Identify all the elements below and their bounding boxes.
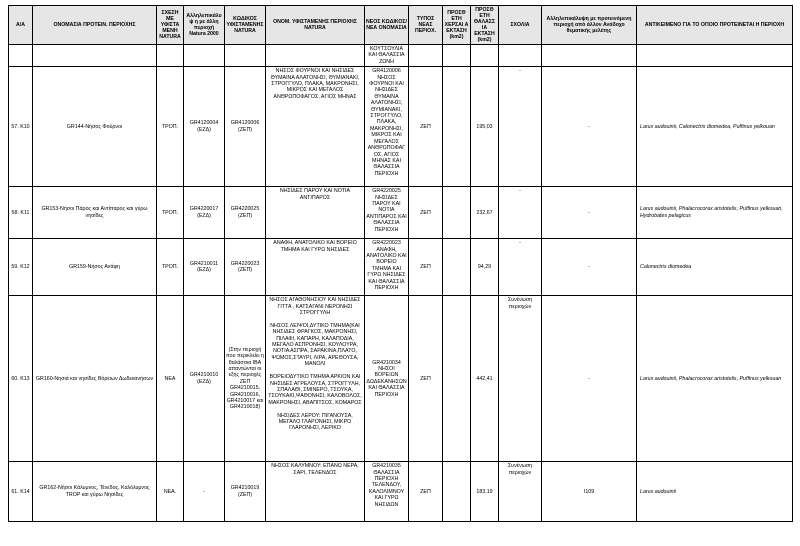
new-code-cell: GR4210034 ΝΗΣΟΙ ΒΟΡΕΙΩΝ ΔΩΔΕΚΑΝΗΣΩΝ ΚΑΙ ΘΑΛΑΣΣΙΑ ΠΕΡΙΟΧΗ — [365, 296, 409, 462]
type-cell: ΖΕΠ — [409, 239, 443, 296]
natura-name-cell: ΝΗΣΙΔΕΣ ΠΑΡΟΥ ΚΑΙ ΝΟΤΙΑ ΑΝΤΙΠΑΡΟΣ — [266, 187, 365, 239]
objective-cell: Larus audouinii — [637, 462, 793, 522]
other-overlap-cell: - — [542, 239, 637, 296]
header-cell: ΝΕΟΣ ΚΩΔΙΚΟΣ/ ΝΕΑ ΟΝΟΜΑΣΙΑ — [365, 6, 409, 45]
natura-code-cell: (Στην περιοχή που περικλείει η θαλάσσια IBA απαντώνται οι εξής περιοχές ΖΕΠ GR4210015, GR4210016, GR4210017 και GR4210018) — [225, 296, 266, 462]
table-row — [9, 296, 793, 462]
other-overlap-cell: - — [542, 67, 637, 187]
comments-cell: - — [499, 187, 542, 239]
site-name-cell: GR159-Νήσος Ανάφη — [33, 239, 157, 296]
overlap-cell: GR4210010 (ΕΖΔ) — [184, 296, 225, 462]
header-cell: Αλληλεπικάλυψη με προτεινόμενη περιοχή από άλλον Ανάδοχο θεματικής μελέτης — [542, 6, 637, 45]
sea-area-cell: 94,29 — [471, 239, 499, 296]
other-overlap-cell: - — [542, 296, 637, 462]
sea-area-cell: 232,67 — [471, 187, 499, 239]
natura-code-cell: GR4220025 (ΖΕΠ) — [225, 187, 266, 239]
row-number-cell: 58. K11 — [9, 187, 33, 239]
relation-cell: ΝΕΑ — [157, 296, 184, 462]
comments-cell: - — [499, 239, 542, 296]
new-code-cell: GR4220023 ΑΝΑΦΗ, ΑΝΑΤΟΛΙΚΟ ΚΑΙ ΒΟΡΕΙΟ ΤΜΗΜΑ ΚΑΙ ΓΥΡΩ ΝΗΣΙΔΕΣ ΚΑΙ ΘΑΛΑΣΣΙΑ ΠΕΡΙΟΧΗ — [365, 239, 409, 296]
sea-area-cell: 183,19 — [471, 462, 499, 522]
header-cell: ΠΡΟΣΘ ΕΤΗ ΘΑΛΑΣΣ ΙΑ ΕΚΤΑΣΗ (km2) — [471, 6, 499, 45]
cell — [409, 45, 443, 67]
cell — [266, 45, 365, 67]
type-cell: ΖΕΠ — [409, 462, 443, 522]
sea-area-cell: 195,03 — [471, 67, 499, 187]
relation-cell: ΝΕΑ. — [157, 462, 184, 522]
relation-cell: ΤΡΟΠ. — [157, 239, 184, 296]
natura-name-cell: ΝΗΣΟΣ ΦΟΥΡΝΟΙ ΚΑΙ ΝΗΣΙΔΕΣ ΘΥΜΑΙΝΑ ΑΛΑΤΟΝΗΣΙ, ΘΥΜΙΑΝΑΚΙ, ΣΤΡΟΓΓΥΛΟ, ΠΛΑΚΑ, ΜΑΚΡΟΝΗΣΙ, ΜΙΚΡΟΣ ΚΑΙ ΜΕΓΑΛΟΣ ΑΝΘΡΩΠΟΦΑΓΟΣ, ΑΓΙΟΣ ΜΗΝΑΣ — [266, 67, 365, 187]
objective-cell: Larus audouinii, Calonectris diomedea, Puffinus yelkouan — [637, 67, 793, 187]
table-row — [9, 462, 793, 522]
row-number-cell: 57. K10 — [9, 67, 33, 187]
objective-cell: Calonectris diomedea — [637, 239, 793, 296]
site-name-cell: GR153-Νήσοι Πάρος και Αντίπαρος και γύρω νησίδες — [33, 187, 157, 239]
header-cell: ΟΝΟΜΑΣΙΑ ΠΡΟΤΕΙΝ. ΠΕΡΙΟΧΗΣ — [33, 6, 157, 45]
header-cell: ΟΝΟΜ. ΥΦΙΣΤΑΜΕΝΗΣ ΠΕΡΙΟΧΗΣ NATURA — [266, 6, 365, 45]
table-row — [9, 67, 793, 187]
new-code-cell: GR4120006 ΝΗΣΟΣ ΦΟΥΡΝΟΙ ΚΑΙ ΝΗΣΙΔΕΣ ΘΥΜΑΙΝΑ ΑΛΑΤΟΝΗΣΙ, ΘΥΜΙΑΝΑΚΙ, ΣΤΡΟΓΓΥΛΟ, ΠΛΑΚΑ, ΜΑΚΡΟΝΗΣΙ, ΜΙΚΡΟΣ ΚΑΙ ΜΕΓΑΛΟΣ ΑΝΘΡΩΠΟΦΑΓ ΟΣ, ΑΓΙΟΣ ΜΗΝΑΣ ΚΑΙ ΘΑΛΑΣΣΙΑ ΠΕΡΙΟΧΗ — [365, 67, 409, 187]
cell — [499, 45, 542, 67]
other-overlap-cell: I109 — [542, 462, 637, 522]
natura-code-cell: GR4120006 (ΖΕΠ) — [225, 67, 266, 187]
natura-name-cell: ΝΗΣΟΣ ΚΑΛΥΜΝΟΥ: ΕΠΑΝΩ ΝΕΡΑ, ΣΑΡΙ, ΤΕΛΕΝΔΟΣ — [266, 462, 365, 522]
header-cell: Α/Α — [9, 6, 33, 45]
objective-cell: Larus audouinii, Phalacrocorax aristotelis, Puffinus yelkouan, Hydrobates pelagicus — [637, 187, 793, 239]
table-row-continuation — [9, 45, 793, 67]
relation-cell: ΤΡΟΠ. — [157, 67, 184, 187]
cell — [637, 45, 793, 67]
site-name-cell: GR162-Νήσοι Κάλυμνος, Τένεδος, Καλόλυμνος TROP και γύρω Νησίδες — [33, 462, 157, 522]
comments-cell: Συνένωση περιοχών — [499, 462, 542, 522]
land-area-cell — [443, 239, 471, 296]
header-cell: ΠΡΟΣΘ ΕΤΗ ΧΕΡΣΑΙ Α ΕΚΤΑΣΗ (km2) — [443, 6, 471, 45]
table-header-row — [9, 6, 793, 45]
header-cell: ΚΩΔΙΚΟΣ ΥΦΙΣΤΑΜΕΝΗΣ NATURA — [225, 6, 266, 45]
cell — [542, 45, 637, 67]
row-number-cell: 61. K14 — [9, 462, 33, 522]
natura-sites-table — [8, 5, 793, 522]
comments-cell: Συνένωση περιοχών — [499, 296, 542, 462]
row-number-cell: 59. K12 — [9, 239, 33, 296]
cell — [157, 45, 184, 67]
cell — [184, 45, 225, 67]
continuation-cell: ΚΟΥΤΣΟΥΛΙΑ ΚΑΙ ΘΑΛΑΣΣΙΑ ΖΩΝΗ — [365, 45, 409, 67]
table-row — [9, 239, 793, 296]
site-name-cell: GR144-Νήσος Φούρνοι — [33, 67, 157, 187]
comments-cell: - — [499, 67, 542, 187]
natura-name-cell: ΑΝΑΦΗ, ΑΝΑΤΟΛΙΚΟ ΚΑΙ ΒΟΡΕΙΟ ΤΜΗΜΑ ΚΑΙ ΓΥΡΩ ΝΗΣΙΔΕΣ — [266, 239, 365, 296]
type-cell: ΖΕΠ — [409, 187, 443, 239]
new-code-cell: GR4210035 ΘΑΛΑΣΣΙΑ ΠΕΡΙΟΧΗ ΤΕΛΕΝΔΟΥ, ΚΑΛΟΛΙΜΝΟΥ ΚΑΙ ΓΥΡΩ ΝΗΣΙΔΩΝ — [365, 462, 409, 522]
land-area-cell — [443, 296, 471, 462]
cell — [471, 45, 499, 67]
header-cell: ΤΥΠΟΣ ΝΕΑΣ ΠΕΡΙΟΧ. — [409, 6, 443, 45]
natura-code-cell: GR4210019 (ΖΕΠ) — [225, 462, 266, 522]
header-cell: ΣΧΕΣΗ ΜΕ ΥΦΙΣΤΑ ΜΕΝΗ NATURA — [157, 6, 184, 45]
cell — [33, 45, 157, 67]
type-cell: ΖΕΠ — [409, 296, 443, 462]
type-cell: ΖΕΠ — [409, 67, 443, 187]
cell — [225, 45, 266, 67]
natura-code-cell: GR4220023 (ΖΕΠ) — [225, 239, 266, 296]
other-overlap-cell: - — [542, 187, 637, 239]
header-cell: Αλληλεπικάλυψ η με άλλη περιοχή Natura 2000 — [184, 6, 225, 45]
overlap-cell: GR4220017 (ΕΖΔ) — [184, 187, 225, 239]
objective-cell: Larus audouinii, Phalacrocorax aristotelis, Puffinus yelkouan — [637, 296, 793, 462]
relation-cell: ΤΡΟΠ. — [157, 187, 184, 239]
land-area-cell — [443, 187, 471, 239]
table-row — [9, 187, 793, 239]
overlap-cell: - — [184, 462, 225, 522]
sea-area-cell: 442,41 — [471, 296, 499, 462]
header-cell: ΑΝΤΙΚΕΙΜΕΝΟ ΓΙΑ ΤΟ ΟΠΟΙΟ ΠΡΟΤΕΙΝΕΤΑΙ Η ΠΕΡΙΟΧΗ — [637, 6, 793, 45]
land-area-cell — [443, 462, 471, 522]
land-area-cell — [443, 67, 471, 187]
natura-name-cell: ΝΗΣΟΣ ΑΓΑΘΟΝΗΣΙΟΥ ΚΑΙ ΝΗΣΙΔΕΣ ΓΙΤΤΑ , ΚΑΤΣΑΓΑΝΙ ΝΕΡΟΝΗΣΙ ΣΤΡΟΓΓΥΛΗ ΝΗΣΟΣ ΛΕΙΨΟΙ,ΔΥΤΙΚΟ ΤΜΗΜΑ(ΚΑΙ ΝΗΣΙΔΕΣ ΦΡΑΓΚΟΣ, ΜΑΚΡΟΝΗΣΙ, ΠΙΛΑΦΙ, ΚΑΠΑΡΗ, ΚΑΛΑΠΟΔΙΑ, ΜΕΓΑΛΟ ΑΣΠΡΟΝΗΣΙ, ΚΟΥΛΟΥΡΑ, ΝΟΤΙΑ ΑΣΠΡΑ, ΣΑΡΑΚΙΝΑ,ΠΛΑΤΟ, ΨΩΜΟΣ,ΣΤΑΥΡΙ, ΛΙΡΑ, ΑΡΕΘΟΥΣΑ, ΜΑΝΟΛΙ ΒΟΡΕΙΟΔΥΤΙΚΟ ΤΜΗΜΑ ΑΡΚΙΟΝ ΚΑΙ ΝΗΣΙΔΕΣ ΑΓΡΕΛΟΥΣΑ, ΣΤΡΟΓΓΥΛΗ, ΣΠΑΛΑΘΙ, ΣΜΙΝΕΡΟ, ΤΣΟΥΚΑ, ΤΣΟΥΚΑΚΙ,ΨΑΘΟΝΗΣΙ, ΚΑΛΟΒΟΛΟΣ, ΜΑΚΡΟΝΗΣΙ, ΑΒΑΠΙΤΣΟΣ, ΚΟΜΑΡΟΣ ΝΗΣΙΔΕΣ ΛΕΡΟΥ: ΠΙΓΑΝΟΥΣΑ, ΜΕΓΑΛΟ ΓΛΑΡΟΝΗΣΙ, ΜΙΚΡΟ ΓΛΑΡΟΝΗΣΙ, ΛΕΡΙΚΟ — [266, 296, 365, 462]
cell — [443, 45, 471, 67]
overlap-cell: GR4210011 (ΕΖΔ) — [184, 239, 225, 296]
header-cell: ΣΧΟΛΙΑ — [499, 6, 542, 45]
overlap-cell: GR4120004 (ΕΖΔ) — [184, 67, 225, 187]
new-code-cell: GR4220025 ΝΗΣΙΔΕΣ ΠΑΡΟΥ ΚΑΙ ΝΟΤΙΑ ΑΝΤΙΠΑΡΟΣ ΚΑΙ ΘΑΛΑΣΣΙΑ ΠΕΡΙΟΧΗ — [365, 187, 409, 239]
cell — [9, 45, 33, 67]
row-number-cell: 60. K13 — [9, 296, 33, 462]
site-name-cell: GR160-Νησιά και νησίδες Βόρειων Δωδεκανήσων — [33, 296, 157, 462]
